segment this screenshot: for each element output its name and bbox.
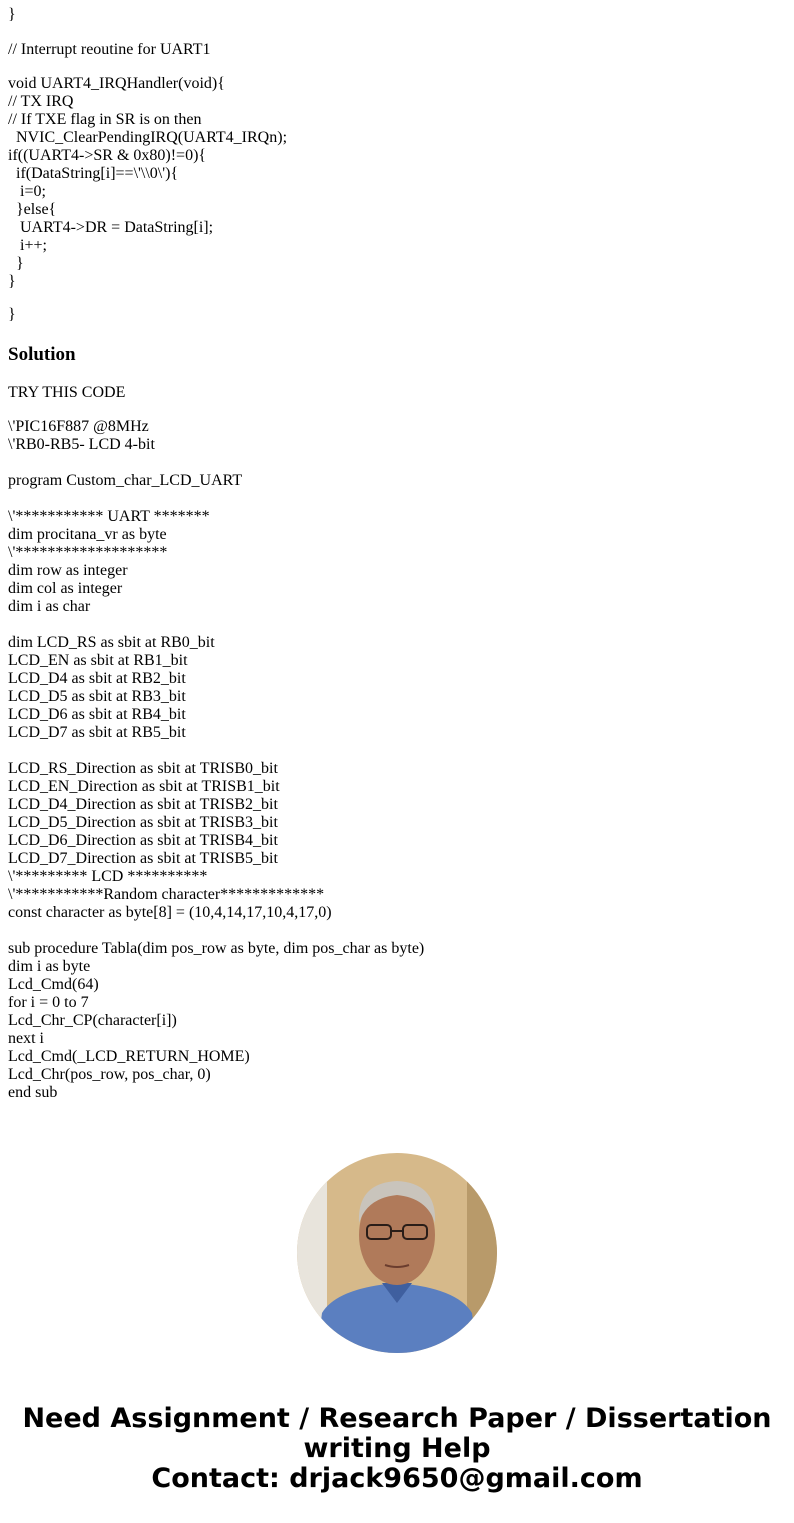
code-line: program Custom_char_LCD_UART [8,472,243,489]
code-line: UART4->DR = DataString[i]; [8,219,214,236]
code-line: dim LCD_RS as sbit at RB0_bit [8,634,215,651]
code-line: sub procedure Tabla(dim pos_row as byte, dim pos_char as byte) [8,940,425,957]
code-line: dim row as integer [8,562,128,579]
code-block-lcd-directions [8,760,786,922]
code-line: i=0; [8,183,46,200]
code-line: } [8,6,16,23]
code-line: LCD_D7_Direction as sbit at TRISB5_bit [8,850,278,867]
code-line: i++; [8,237,47,254]
code-line: } [8,273,16,290]
code-block-lcd-pins [8,634,786,742]
code-line: } [8,306,16,323]
solution-intro: TRY THIS CODE [8,384,126,401]
author-avatar [297,1153,497,1353]
code-line: \'*********** UART ******* [8,508,210,525]
code-line: \'PIC16F887 @8MHz [8,418,149,435]
code-block-program-name [8,472,786,490]
code-line: if(DataString[i]==\'\\0\'){ [8,165,179,182]
code-line: Lcd_Cmd(64) [8,976,99,993]
code-line: \'***********Random character************* [8,886,325,903]
code-block-sub-procedure [8,940,786,1102]
code-block-uart4-handler [8,75,786,291]
code-block-closing-brace-1 [8,6,786,24]
promo-line-3: Contact: drjack9650@gmail.com [151,1463,643,1494]
code-line: // Interrupt reoutine for UART1 [8,41,211,58]
code-line: LCD_EN as sbit at RB1_bit [8,652,188,669]
code-line: dim i as byte [8,958,91,975]
code-line: \'********* LCD ********** [8,868,208,885]
code-line: NVIC_ClearPendingIRQ(UART4_IRQn); [8,129,288,146]
code-line: LCD_RS_Direction as sbit at TRISB0_bit [8,760,278,777]
code-line: }else{ [8,201,57,218]
code-line: for i = 0 to 7 [8,994,89,1011]
code-line: LCD_D4 as sbit at RB2_bit [8,670,186,687]
code-block-declarations [8,508,786,616]
wall-panel-right [467,1153,497,1353]
code-line: LCD_D5_Direction as sbit at TRISB3_bit [8,814,278,831]
code-line: dim i as char [8,598,91,615]
code-line: dim col as integer [8,580,123,597]
code-line: next i [8,1030,44,1047]
code-block-header-comments [8,418,786,454]
promo-banner [0,1404,794,1494]
code-block-closing-brace-2 [8,306,786,324]
code-line: } [8,255,24,272]
code-line: LCD_EN_Direction as sbit at TRISB1_bit [8,778,280,795]
code-line: if((UART4->SR & 0x80)!=0){ [8,147,207,164]
code-line: // If TXE flag in SR is on then [8,111,202,128]
code-line: // TX IRQ [8,93,74,110]
code-line: Lcd_Chr(pos_row, pos_char, 0) [8,1066,211,1083]
author-portrait-image [297,1153,497,1353]
code-line: Lcd_Cmd(_LCD_RETURN_HOME) [8,1048,250,1065]
code-line: Lcd_Chr_CP(character[i]) [8,1012,177,1029]
code-line: void UART4_IRQHandler(void){ [8,75,225,92]
promo-line-2: writing Help [303,1433,491,1464]
code-block-interrupt-comment [8,41,786,59]
solution-heading: Solution [8,344,76,365]
code-line: const character as byte[8] = (10,4,14,17,10,4,17,0) [8,904,332,921]
code-line: \'RB0-RB5- LCD 4-bit [8,436,155,453]
code-line: LCD_D5 as sbit at RB3_bit [8,688,186,705]
code-line: LCD_D4_Direction as sbit at TRISB2_bit [8,796,278,813]
code-line: LCD_D7 as sbit at RB5_bit [8,724,186,741]
promo-line-1: Need Assignment / Research Paper / Dissertation [22,1403,772,1434]
code-line: end sub [8,1084,58,1101]
solution-intro-block [8,384,786,402]
code-line: LCD_D6_Direction as sbit at TRISB4_bit [8,832,278,849]
wall-panel-left [297,1153,327,1353]
code-line: dim procitana_vr as byte [8,526,167,543]
code-line: LCD_D6 as sbit at RB4_bit [8,706,186,723]
code-line: \'******************* [8,544,168,561]
